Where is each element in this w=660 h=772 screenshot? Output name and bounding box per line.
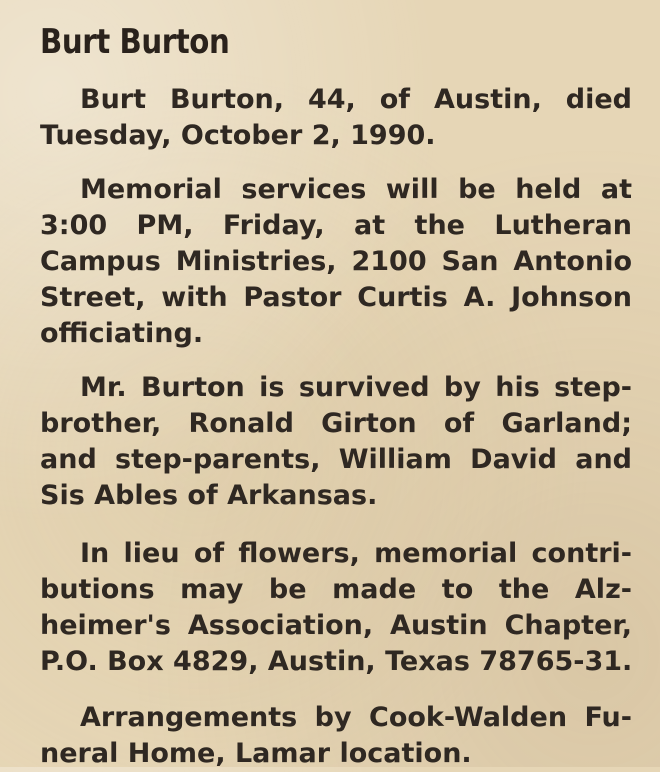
contributions-paragraph — [40, 536, 632, 680]
paragraph-line: Campus Ministries, 2100 San Antonio — [40, 246, 632, 277]
paragraph-line: Mr. Burton is survived by his step- — [80, 372, 632, 403]
paragraph-line: Sis Ables of Arkansas. — [40, 480, 378, 511]
paragraph-line: heimer's Association, Austin Chapter, — [40, 610, 632, 641]
paragraph-line: neral Home, Lamar location. — [40, 738, 472, 769]
paragraph-line: Burt Burton, 44, of Austin, died — [80, 84, 632, 115]
paragraph-line: Arrangements by Cook-Walden Fu- — [80, 702, 632, 733]
paragraph-line: brother, Ronald Girton of Garland; — [40, 408, 632, 439]
paragraph-line: 3:00 PM, Friday, at the Lutheran — [40, 210, 632, 241]
arrangements-paragraph — [40, 700, 632, 772]
paragraph-line: In lieu of flowers, memorial contri- — [80, 538, 632, 569]
paragraph-line: Memorial services will be held at — [80, 174, 632, 205]
paragraph-line: Tuesday, October 2, 1990. — [40, 120, 436, 151]
memorial-services-paragraph — [40, 172, 632, 352]
obituary-headline: Burt Burton — [40, 22, 230, 62]
paragraph-line: butions may be made to the Alz- — [40, 574, 632, 605]
survivors-paragraph — [40, 370, 632, 514]
paragraph-line: and step-parents, William David and — [40, 444, 632, 475]
paragraph-line: officiating. — [40, 318, 204, 349]
paragraph-line: Street, with Pastor Curtis A. Johnson — [40, 282, 632, 313]
paragraph-line: P.O. Box 4829, Austin, Texas 78765-31. — [40, 646, 632, 677]
death-notice-paragraph — [40, 82, 632, 154]
